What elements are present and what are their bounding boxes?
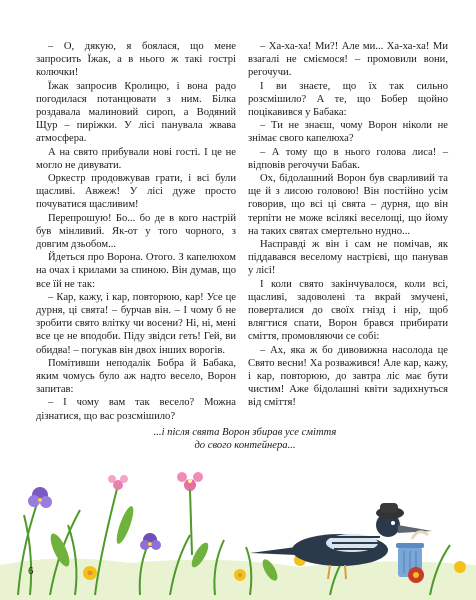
paragraph: Перепрошую! Бо... бо де в кого настрій був мінливий. Як-от у того чорного, з довгим дзьобом... bbox=[36, 212, 236, 251]
pink-flower-icon bbox=[108, 475, 128, 490]
paragraph: – Кар, кажу, і кар, повторюю, кар! Усе це дурня, ці свята! – бурчав він. – І чому б не зробити свято влітку чи восени? Ні, ні, мені все це не вподоби. Піду звідси геть! Гей, ви обидва! – погукав він двох інших ворогів. bbox=[36, 291, 236, 356]
paragraph: Ох, бідолашний Ворон був сварливий та ще й з лисою головою! Він постійно усім говорив, що всі ці свята – дурня, що він терпіти не може всілякі веселощі, що йому на таких святах смертельно нудно... bbox=[248, 173, 448, 237]
paragraph: – Ха-ха-ха! Ми?! Але ми... Ха-ха-ха! Ми взагалі не сміємося! – промовили вони, регочучи. bbox=[248, 41, 448, 79]
paragraph: Помітивши неподалік Бобра й Бабака, яким чомусь було аж надто весело, Ворон запитав: bbox=[36, 357, 236, 396]
paragraph: – І чому вам так весело? Можна дізнатися, що вас розсмішило? bbox=[36, 397, 236, 422]
left-text-column bbox=[36, 40, 236, 423]
spring-meadow-illustration bbox=[0, 455, 476, 600]
purple-flower-icon bbox=[140, 533, 161, 550]
paragraph: І ви знаєте, що їх так сильно розсмішило? А те, що Бобер щойно поцікавився у Бабака: bbox=[248, 80, 448, 119]
paragraph: – Ти не знаєш, чому Ворон ніколи не знімає свого капелюха? bbox=[248, 120, 448, 145]
paragraph: – О, дякую, я боялася, що мене запросить Їжак, а в нього ж такі гострі колючки! bbox=[36, 41, 236, 79]
paragraph: Насправді ж він і сам не помічав, як піддавався веселому настрієві, що панував у лісі! bbox=[248, 239, 448, 277]
paragraph: – А тому що в нього голова лиса! – відповів регочучи Бабак. bbox=[248, 146, 448, 171]
paragraph: А на свято прибували нові гості. І це не могло не дивувати. bbox=[36, 146, 236, 171]
pink-flower-icon bbox=[177, 472, 203, 555]
right-text-column bbox=[248, 40, 448, 410]
paragraph: Їжак запросив Кролицю, і вона радо погодилася потанцювати з ним. Білка роздавала малиновий сироп, а Водяний Щур – пиріжки. У лісі панувала жвава атмосфера. bbox=[36, 80, 236, 145]
illustration-caption: ...і після свята Ворон збирав усе сміття до свого контейнера... bbox=[153, 427, 337, 452]
purple-flower-icon bbox=[28, 487, 52, 508]
paragraph: Оркестр продовжував грати, і всі були щасливі. Авжеж! У лісі дуже просто почуватися щасливим! bbox=[36, 173, 236, 211]
paragraph: Йдеться про Ворона. Отого. З капелюхом на очах і крилами за спиною. Він думав, що все їй не так: bbox=[36, 252, 236, 290]
paragraph: І коли свято закінчувалося, коли всі, щасливі, задоволені та вкрай змучені, поверталися до своїх гнізд і нір, щоб влягтися спати, Ворон брався прибирати сміття, промовляючи се собі: bbox=[248, 278, 448, 343]
trash-can-icon bbox=[396, 532, 428, 583]
paragraph: – Ах, яка ж бо дивовижна насолода це Свято весни! Ха розважився! Але кар, кажу, і кар, повторюю, до завтра ліс має бути чистим! Аже бідолашні квіти задихнуться від сміття! bbox=[248, 344, 448, 409]
page-number: 6 bbox=[28, 566, 34, 577]
